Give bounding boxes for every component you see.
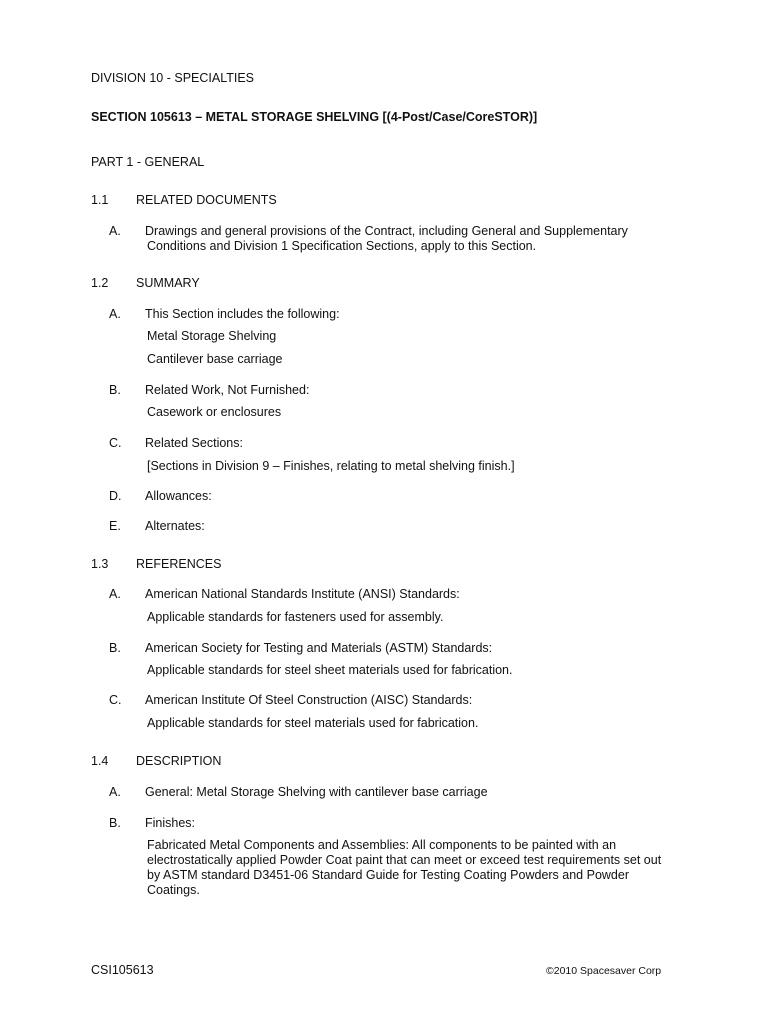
article-number-1-3: 1.3 <box>91 557 109 571</box>
article-title-description: DESCRIPTION <box>136 754 222 768</box>
finish-paragraph-line: Fabricated Metal Components and Assemblies: All components to be painted with an <box>147 838 617 852</box>
subparagraph-text: Metal Storage Shelving <box>147 329 277 343</box>
paragraph-label: A. <box>109 785 121 799</box>
subparagraph-text: Applicable standards for steel materials used for fabrication. <box>147 716 479 730</box>
paragraph-label: A. <box>109 224 121 238</box>
paragraph-text: American Institute Of Steel Construction (AISC) Standards: <box>145 693 473 707</box>
division-heading: DIVISION 10 - SPECIALTIES <box>91 71 255 85</box>
finish-paragraph-line: Coatings. <box>147 883 200 897</box>
article-title-references: REFERENCES <box>136 557 222 571</box>
subparagraph-text: Applicable standards for steel sheet materials used for fabrication. <box>147 663 513 677</box>
subparagraph-text: [Sections in Division 9 – Finishes, relating to metal shelving finish.] <box>147 459 515 473</box>
paragraph-text: Related Work, Not Furnished: <box>145 383 310 397</box>
article-number-1-2: 1.2 <box>91 276 109 290</box>
paragraph-label: E. <box>109 519 121 533</box>
paragraph-text: American Society for Testing and Materials (ASTM) Standards: <box>145 641 493 655</box>
paragraph-label: A. <box>109 587 121 601</box>
article-number-1-1: 1.1 <box>91 193 109 207</box>
footer-copyright: ©2010 Spacesaver Corp <box>546 965 662 977</box>
paragraph-text: Alternates: <box>145 519 205 533</box>
finish-paragraph-line: electrostatically applied Powder Coat paint that can meet or exceed test requirements set out <box>147 853 662 867</box>
paragraph-text: Drawings and general provisions of the Contract, including General and Supplementary <box>145 224 628 238</box>
paragraph-text: Allowances: <box>145 489 212 503</box>
subparagraph-text: Cantilever base carriage <box>147 352 283 366</box>
paragraph-label: C. <box>109 693 122 707</box>
paragraph-label: C. <box>109 436 122 450</box>
paragraph-label: B. <box>109 641 121 655</box>
footer-document-id: CSI105613 <box>91 963 154 977</box>
article-title-summary: SUMMARY <box>136 276 200 290</box>
paragraph-text: General: Metal Storage Shelving with cantilever base carriage <box>145 785 488 799</box>
paragraph-label: B. <box>109 816 121 830</box>
paragraph-label: B. <box>109 383 121 397</box>
paragraph-text: This Section includes the following: <box>145 307 340 321</box>
subparagraph-text: Casework or enclosures <box>147 405 282 419</box>
paragraph-text: Related Sections: <box>145 436 243 450</box>
paragraph-label: A. <box>109 307 121 321</box>
subparagraph-text: Applicable standards for fasteners used for assembly. <box>147 610 444 624</box>
paragraph-label: D. <box>109 489 122 503</box>
part-heading: PART 1 - GENERAL <box>91 155 205 169</box>
paragraph-text: Finishes: <box>145 816 196 830</box>
section-title: SECTION 105613 – METAL STORAGE SHELVING [(4-Post/Case/CoreSTOR)] <box>91 110 538 124</box>
article-title-related-documents: RELATED DOCUMENTS <box>136 193 277 207</box>
paragraph-text-continued: Conditions and Division 1 Specification Sections, apply to this Section. <box>147 239 537 253</box>
article-number-1-4: 1.4 <box>91 754 109 768</box>
finish-paragraph-line: by ASTM standard D3451-06 Standard Guide for Testing Coating Powders and Powder <box>147 868 629 882</box>
paragraph-text: American National Standards Institute (ANSI) Standards: <box>145 587 460 601</box>
